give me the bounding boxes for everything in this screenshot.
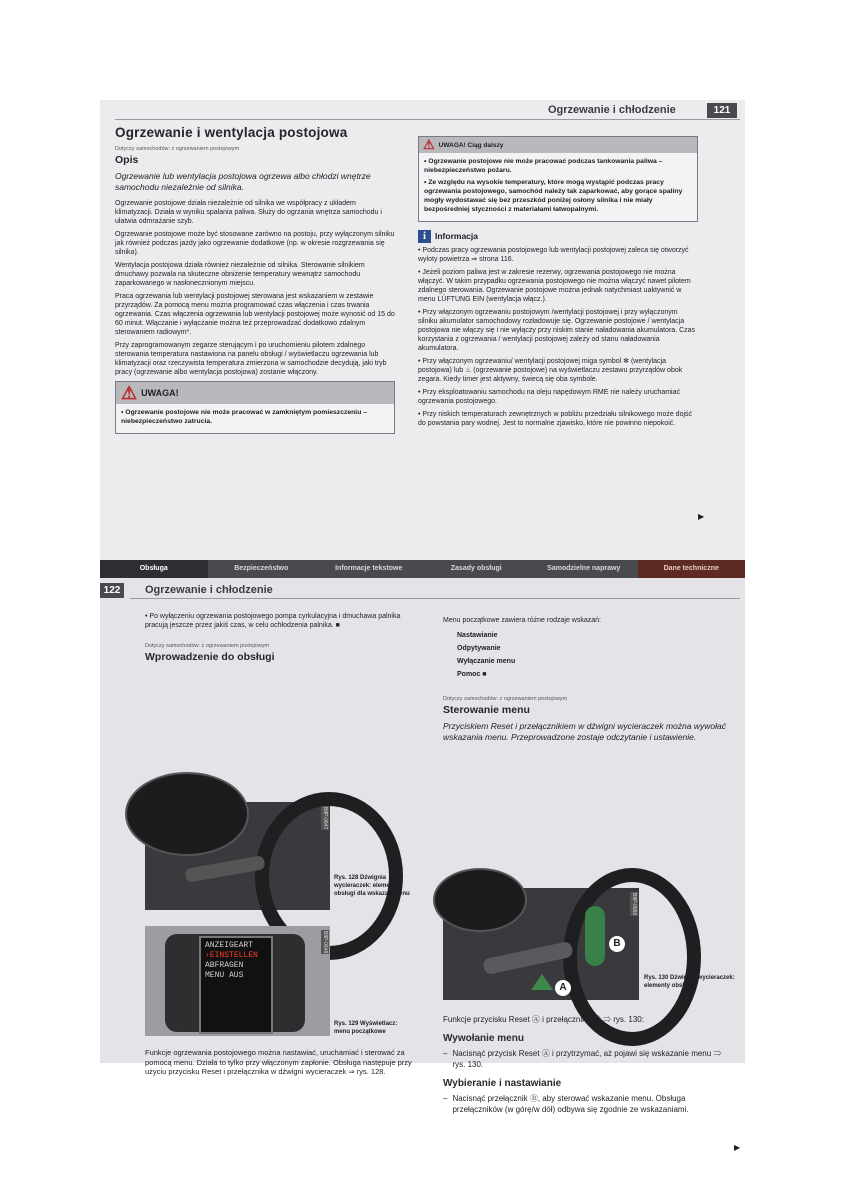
page-121 <box>100 100 745 560</box>
menu-item: Odpytywanie <box>457 645 501 652</box>
nav-tab: Obsługa <box>100 560 208 578</box>
warning-item: • Ogrzewanie postojowe nie może pracować podczas tankowania paliwa – niebezpieczeństwo pożaru. <box>424 158 663 174</box>
warning-triangle-icon: ⚠ <box>423 137 435 152</box>
running-head: Ogrzewanie i chłodzenie <box>145 584 273 596</box>
wiper-lever <box>184 855 265 883</box>
paragraph: Ogrzewanie postojowe może być stosowane zarówno na postoju, przy wyłączonym silniku jak również podczas jazdy jako ogrzewanie dodatkowe (np. w okresie rozgrzewania się silnika). <box>115 231 395 256</box>
display-line: ABFRAGEN <box>205 961 244 970</box>
paragraph: Przy zaprogramowanym zegarze sterującym i po uruchomieniu pilotem zdalnego sterowania temperatura nastawiona na panelu obsługi / wyświetlaczu ogrzewania lub klimatyzacji oraz rzeczywista temperatura zmierzona w samochodzie decydują, jaki tryb pracy (ogrzewanie albo wentylacja postojowa) zostanie włączony. <box>115 342 387 376</box>
header-rule <box>115 119 740 120</box>
info-item: • Przy włączonym ogrzewaniu postojowym /wentylacji postojowej i przy wyłączonym silniku akumulator samochodowy rozładowuje się. Ogrzewanie postojowe / wentylacja postojowa nie włączy się i nie wyłączy przy niskim stanie naładowania akumulatora. Czas korzystania z ogrzewania / wentylacji postojowej zależy od stanu naładowania akumulatora. <box>418 309 696 352</box>
warning-item: • Ze względu na wysokie temperatury, które mogą wystąpić podczas pracy ogrzewania postojowego, samochód należy tak zaparkować, aby gorące spaliny mogły wydostawać się bez przeszkód poniżej osłony silnika i nie miały bezpośredniej styczności z materiałami łatwopalnymi. <box>424 179 683 213</box>
info-item: • Jeżeli poziom paliwa jest w zakresie rezerwy, ogrzewania postojowego nie można włączyć. W takim przypadku ogrzewania postojowego nie można włączyć nawet pilotem zdalnego sterowania. Ogrzewanie postojowe można jednak natychmiast uaktywnić w menu LÜFTUNG EIN (wentylacja włącz.). <box>418 269 691 303</box>
figure-128 <box>145 802 330 910</box>
warning-text: • Ogrzewanie postojowe nie może pracować w zamkniętym pomieszczeniu – niebezpieczeństwo zatrucia. <box>121 409 368 425</box>
info-label: Informacja <box>435 231 478 241</box>
label-b: B <box>609 936 625 952</box>
section-navbar <box>100 560 745 578</box>
left-column <box>115 125 395 442</box>
nav-tab: Informacje tekstowe <box>335 565 403 572</box>
menu-item: Wyłączanie menu <box>457 658 516 665</box>
info-item: • Przy niskich temperaturach zewnętrznych w pobliżu przedziału silnikowego może dojść do powstania pary wodnej. Jest to normalne zjawisko, które nie powinno niepokoić. <box>418 411 693 427</box>
step: – Nacisnąć przycisk Reset Ⓐ i przytrzymać, aż pojawi się wskazanie menu ⇒ rys. 130. <box>443 1049 722 1069</box>
wiper-lever <box>482 941 573 975</box>
figure-129 <box>145 926 330 1036</box>
warning-cont-label: UWAGA! Ciąg dalszy <box>438 141 504 149</box>
switch-arrow-b-icon <box>585 906 605 966</box>
lead-text: Ogrzewanie lub wentylacja postojowa ogrzewa albo chłodzi wnętrze samochodu niezależnie od silnika. <box>115 171 371 192</box>
section2-lead: Przyciskiem Reset i przełącznikiem w dźwigni wycieraczek można wywołać wskazania menu. Przeprowadzone zostaje odczytanie i ustawienie. <box>443 721 726 742</box>
paragraph: Praca ogrzewania lub wentylacji postojowej sterowana jest wskazaniem w zestawie przyrządów. Za pomocą menu można programować czas włączenia i czas trwania ogrzewania. Czas włączenia ogrzewania lub wentylacji postojowej może wynosić od 15 do 60 minut. Włączanie i wyłączanie można też przeprowadzać dodatkowo zdalnym sterowaniem radiowym*. <box>115 293 395 336</box>
nav-tab: Samodzielne naprawy <box>547 565 621 572</box>
display-line: ANZEIGEART <box>205 941 254 950</box>
cluster-display <box>199 936 273 1034</box>
nav-tab: Dane techniczne <box>638 560 746 578</box>
paragraph: Wentylacja postojowa działa również niezależnie od silnika. Sterowanie silnikiem dmuchawy pozwala na skuteczne obniżenie temperatury wewnątrz samochodu zaparkowanego w nasłonecznionym miejscu. <box>115 262 365 287</box>
applies-to: Dotyczy samochodów: z ogrzewaniem postojowym <box>443 696 568 702</box>
info-item: • Przy włączonym ogrzewaniu/ wentylacji postojowej miga symbol ✻ (wentylacja postojowa) lub ♨ (ogrzewanie postojowe) na wyświetlaczu zestawu przyrządów obok zegara. Kiedy timer jest aktywny, świecą się oba symbole. <box>418 358 683 383</box>
menu-item: Pomoc ■ <box>457 671 487 678</box>
running-head: Ogrzewanie i chłodzenie <box>548 104 676 116</box>
figure-129-caption: Rys. 129 Wyświetlacz: menu początkowe <box>334 1021 398 1035</box>
page-122 <box>100 578 745 1152</box>
step: – Nacisnąć przełącznik Ⓑ, aby sterować wskazanie menu. Obsługa przełączników (w górę/w dół) odbywa się zgodnie ze wskazaniami. <box>443 1094 689 1114</box>
nav-tab: Bezpieczeństwo <box>234 565 289 572</box>
section-opis: Opis <box>115 154 139 166</box>
warning-label: UWAGA! <box>141 387 179 398</box>
menu-list <box>457 629 733 681</box>
section-sterowanie: Sterowanie menu <box>443 704 530 716</box>
button-arrow-a-icon <box>531 974 553 990</box>
continue-arrow-icon: ▶ <box>698 512 705 521</box>
instrument-cluster <box>125 772 249 856</box>
info-item: • Przy eksploatowaniu samochodu na oleju napędowym RME nie należy uruchamiać ogrzewania postojowego. <box>418 389 680 405</box>
label-a: A <box>555 980 571 996</box>
warning-triangle-icon: ⚠ <box>121 383 138 403</box>
header-rule <box>130 598 740 599</box>
nav-tab: Zasady obsługi <box>450 565 502 572</box>
info-header <box>418 230 698 243</box>
menu-intro: Menu początkowe zawiera różne rodzaje wskazań: <box>443 617 601 624</box>
section1-text: Funkcje ogrzewania postojowego można nastawiać, uruchamiać i sterować za pomocą menu. Działa to tylko przy włączonym zapłonie. Obsługa następuje przy użyciu przycisku Reset i przełącznika w dźwigni wycieraczek ⇒ rys. 128. <box>145 1048 412 1076</box>
info-item: • Podczas pracy ogrzewania postojowego lub wentylacji postojowej zaleca się otworzyć wyloty powietrza ⇒ strona 116. <box>418 247 689 263</box>
figure-id: B8P-0648 <box>322 931 328 954</box>
page-number: 122 <box>100 583 124 598</box>
applies-to: Dotyczy samochodów: z ogrzewaniem postojowym <box>115 146 240 152</box>
page-number: 121 <box>707 103 737 118</box>
display-line-selected: ›EINSTELLEN <box>205 951 258 960</box>
intro-text: • Po wyłączeniu ogrzewania postojowego pompa cyrkulacyjna i dmuchawa palnika pracują jeszcze przez jakiś czas, w celu ochłodzenia palnika. ■ <box>145 613 401 629</box>
manual-photo <box>100 100 745 1152</box>
warning-cont-box <box>418 136 698 222</box>
display-line: MENU AUS <box>205 971 244 980</box>
figure-id: B8P-0647 <box>322 807 328 830</box>
subsection-wybieranie: Wybieranie i nastawianie <box>443 1078 562 1089</box>
page-title: Ogrzewanie i wentylacja postojowa <box>115 125 348 140</box>
right-column <box>418 136 698 432</box>
functions-line: Funkcje przycisku Reset Ⓐ i przełącznika Ⓑ ⇒ rys. 130: <box>443 1015 644 1024</box>
instrument-cluster <box>433 868 527 932</box>
continue-arrow-icon: ▶ <box>734 1143 741 1152</box>
paragraph: Ogrzewanie postojowe działa niezależnie od silnika we współpracy z układem klimatyzacji. Działa w wyniku spalania paliwa. Służy do ogrzania wnętrza samochodu i ułatwia odmrażanie szyb. <box>115 200 382 225</box>
figure-128-caption: Rys. 128 Dźwignia wycieraczek: elementy obsługi dla wskazań menu <box>334 875 410 897</box>
right-column <box>443 616 733 749</box>
menu-item: Nastawianie <box>457 632 498 639</box>
right-column-lower <box>443 1014 733 1115</box>
figure-id: B8P-0650 <box>631 893 637 916</box>
figure-130 <box>443 888 639 1000</box>
applies-to: Dotyczy samochodów: z ogrzewaniem postojowym <box>145 643 270 649</box>
left-column <box>145 612 415 668</box>
subsection-wywolanie: Wywołanie menu <box>443 1033 524 1044</box>
figure-130-caption: Rys. 130 Dźwignia wycieraczek: elementy obsługi <box>644 975 735 989</box>
warning-box <box>115 381 395 434</box>
section-wprowadzenie: Wprowadzenie do obsługi <box>145 651 275 663</box>
info-icon: i <box>418 230 431 243</box>
